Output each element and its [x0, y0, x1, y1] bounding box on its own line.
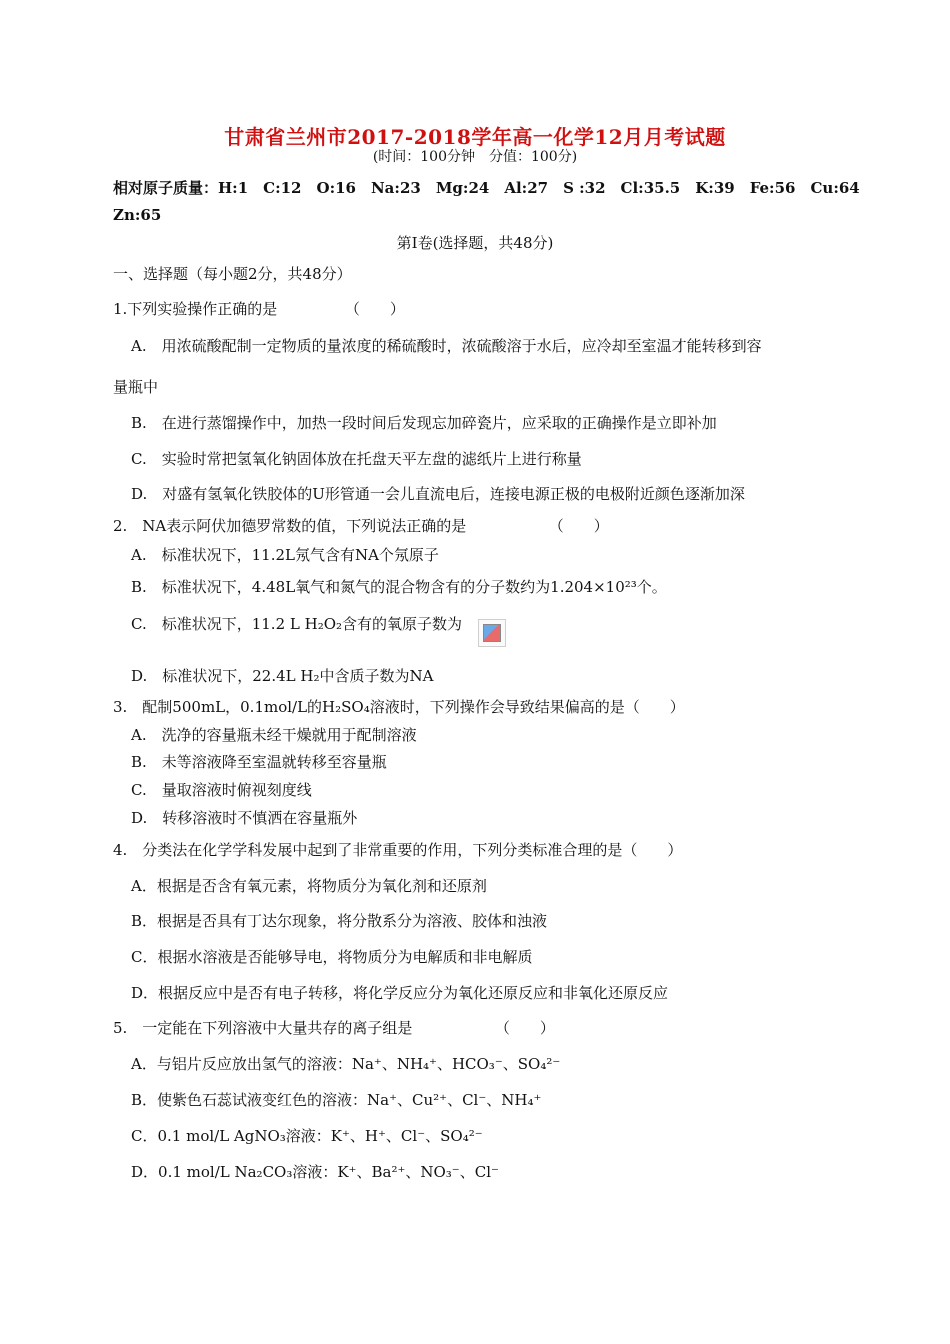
- question-3-option-c: C. 量取溶液时俯视刻度线: [131, 781, 312, 799]
- question-1-option-b: B. 在进行蒸馏操作中，加热一段时间后发现忘加碎瓷片，应采取的正确操作是立即补加: [131, 414, 717, 432]
- question-2-option-c: C. 标准状况下，11.2 L H₂O₂含有的氧原子数为: [131, 615, 463, 633]
- question-2-option-b: B. 标准状况下，4.48L氧气和氮气的混合物含有的分子数约为1.204×10²³个。: [131, 578, 667, 596]
- question-3-option-a: A. 洗净的容量瓶未经干燥就用于配制溶液: [131, 726, 417, 744]
- question-5-option-a: A．与铝片反应放出氢气的溶液：Na⁺、NH₄⁺、HCO₃⁻、SO₄²⁻: [131, 1055, 561, 1073]
- question-1-option-a: A. 用浓硫酸配制一定物质的量浓度的稀硫酸时，浓硫酸溶于水后，应冷却至室温才能转移到容: [131, 337, 762, 355]
- question-1-stem: 1.下列实验操作正确的是 （ ）: [113, 300, 405, 318]
- question-5-stem: 5. 一定能在下列溶液中大量共存的离子组是 （ ）: [113, 1019, 555, 1037]
- question-4-stem: 4. 分类法在化学学科发展中起到了非常重要的作用，下列分类标准合理的是（ ）: [113, 841, 683, 859]
- question-1-option-c: C. 实验时常把氢氧化钠固体放在托盘天平左盘的滤纸片上进行称量: [131, 450, 582, 468]
- question-3-option-b: B. 未等溶液降至室温就转移至容量瓶: [131, 753, 387, 771]
- question-4-option-d: D．根据反应中是否有电子转移，将化学反应分为氧化还原反应和非氧化还原反应: [131, 984, 669, 1002]
- question-3-option-d: D. 转移溶液时不慎洒在容量瓶外: [131, 809, 358, 827]
- atomic-masses-line2: Zn:65: [113, 206, 162, 224]
- question-5-option-b: B．使紫色石蕊试液变红色的溶液：Na⁺、Cu²⁺、Cl⁻、NH₄⁺: [131, 1091, 542, 1109]
- exam-info: (时间：100分钟 分值：100分): [372, 149, 578, 165]
- question-3-stem: 3. 配制500mL，0.1mol/L的H₂SO₄溶液时，下列操作会导致结果偏高的是（ ）: [113, 698, 685, 716]
- page-title: 甘肃省兰州市2017-2018学年高一化学12月月考试题: [224, 125, 726, 149]
- broken-image-icon: [478, 619, 506, 647]
- question-4-option-b: B．根据是否具有丁达尔现象，将分散系分为溶液、胶体和浊液: [131, 912, 548, 930]
- question-1-option-d: D. 对盛有氢氧化铁胶体的U形管通一会儿直流电后，连接电源正极的电极附近颜色逐渐加深: [131, 485, 745, 503]
- section-title: 第Ⅰ卷(选择题，共48分): [396, 234, 554, 252]
- question-4-option-c: C．根据水溶液是否能够导电，将物质分为电解质和非电解质: [131, 948, 533, 966]
- question-5-option-d: D．0.1 mol/L Na₂CO₃溶液：K⁺、Ba²⁺、NO₃⁻、Cl⁻: [131, 1163, 499, 1181]
- question-5-option-c: C．0.1 mol/L AgNO₃溶液：K⁺、H⁺、Cl⁻、SO₄²⁻: [131, 1127, 483, 1145]
- question-2-option-d: D. 标准状况下，22.4L H₂中含质子数为NA: [131, 667, 434, 685]
- question-2-stem: 2. NA表示阿伏加德罗常数的值，下列说法正确的是 （ ）: [113, 517, 609, 535]
- question-1-option-a-cont: 量瓶中: [113, 378, 159, 396]
- question-4-option-a: A．根据是否含有氧元素，将物质分为氧化剂和还原剂: [131, 877, 487, 895]
- section-heading: 一、选择题（每小题2分，共48分）: [113, 265, 352, 283]
- question-2-option-a: A. 标准状况下，11.2L氖气含有NA个氖原子: [131, 546, 439, 564]
- atomic-masses-line1: 相对原子质量：H:1 C:12 O:16 Na:23 Mg:24 Al:27 S :32 Cl:35.5 K:39 Fe:56 Cu:64: [113, 179, 860, 197]
